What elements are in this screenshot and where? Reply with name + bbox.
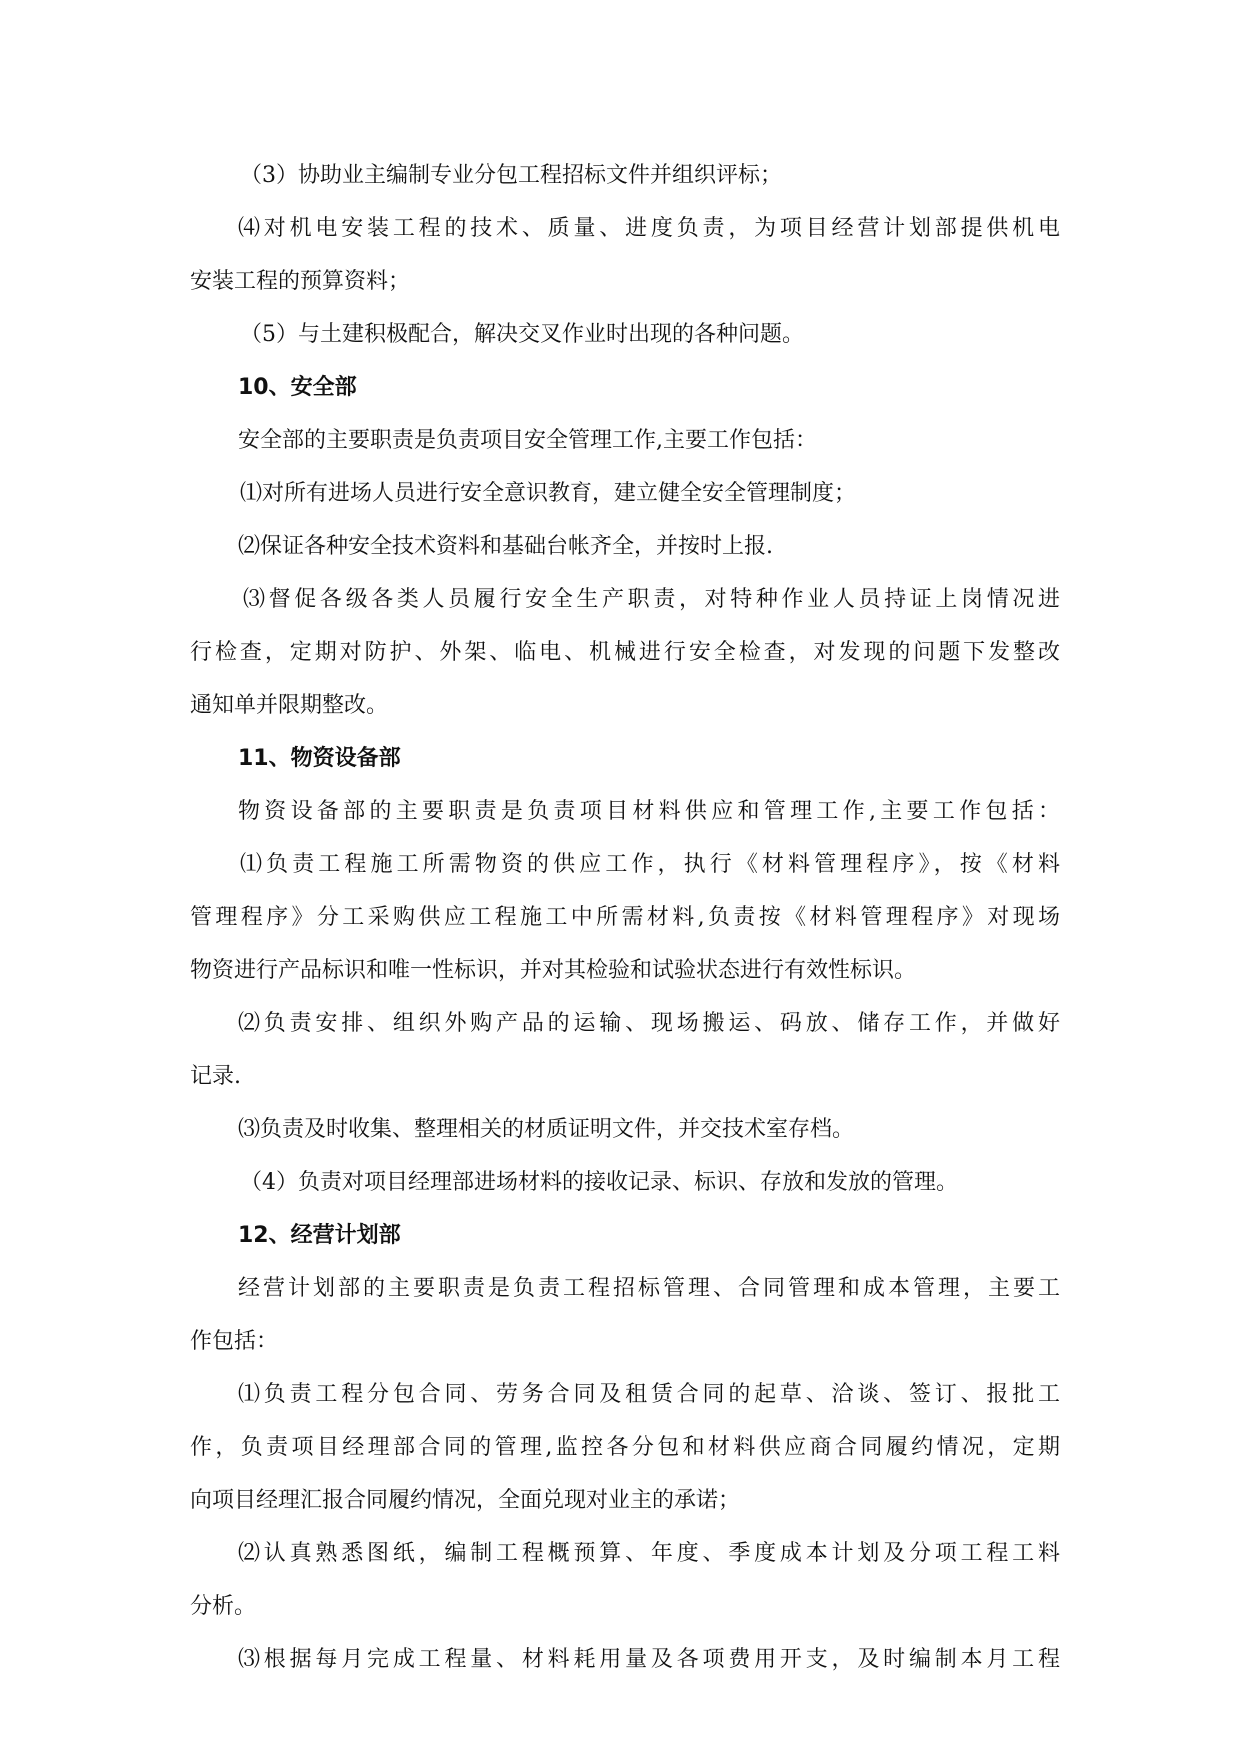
safety-item-2: ⑵保证各种安全技术资料和基础台帐齐全，并按时上报. <box>238 534 773 559</box>
planning-intro: 经营计划部的主要职责是负责工程招标管理、合同管理和成本管理，主要工 <box>238 1276 1060 1301</box>
list-item-3-assist-bidding: （3）协助业主编制专业分包工程招标文件并组织评标； <box>240 163 782 188</box>
planning-item-1-end: 向项目经理汇报合同履约情况，全面兑现对业主的承诺； <box>190 1488 741 1513</box>
list-item-5-coordination: （5）与土建积极配合，解决交叉作业时出现的各种问题。 <box>240 322 804 347</box>
section-heading-materials: 11、物资设备部 <box>238 746 401 771</box>
materials-item-2: ⑵负责安排、组织外购产品的运输、现场搬运、码放、储存工作，并做好 <box>238 1011 1060 1036</box>
planning-item-3: ⑶根据每月完成工程量、材料耗用量及各项费用开支，及时编制本月工程 <box>238 1647 1060 1672</box>
materials-item-1-end: 物资进行产品标识和唯一性标识，并对其检验和试验状态进行有效性标识。 <box>190 958 917 983</box>
planning-item-2: ⑵认真熟悉图纸，编制工程概预算、年度、季度成本计划及分项工程工料 <box>238 1541 1060 1566</box>
materials-item-1-continued: 管理程序》分工采购供应工程施工中所需材料,负责按《材料管理程序》对现场 <box>190 905 1060 930</box>
materials-item-2-end: 记录. <box>190 1064 241 1089</box>
planning-item-2-end: 分析。 <box>190 1594 257 1619</box>
planning-item-1-continued: 作，负责项目经理部合同的管理,监控各分包和材料供应商合同履约情况，定期 <box>190 1435 1060 1460</box>
document-body <box>190 157 1060 1694</box>
safety-item-3: ⑶督促各级各类人员履行安全生产职责，对特种作业人员持证上岗情况进 <box>243 587 1060 612</box>
safety-item-3-continued: 行检查，定期对防护、外架、临电、机械进行安全检查，对发现的问题下发整改 <box>190 640 1060 665</box>
safety-intro: 安全部的主要职责是负责项目安全管理工作,主要工作包括： <box>238 428 817 453</box>
planning-item-1: ⑴负责工程分包合同、劳务合同及租赁合同的起草、洽谈、签订、报批工 <box>238 1382 1060 1407</box>
materials-item-4: （4）负责对项目经理部进场材料的接收记录、标识、存放和发放的管理。 <box>240 1170 958 1195</box>
planning-intro-end: 作包括： <box>190 1329 279 1354</box>
materials-item-3: ⑶负责及时收集、整理相关的材质证明文件，并交技术室存档。 <box>238 1117 855 1142</box>
section-heading-safety: 10、安全部 <box>238 375 357 400</box>
list-item-4-continued: 安装工程的预算资料； <box>190 269 411 294</box>
safety-item-3-end: 通知单并限期整改。 <box>190 693 389 718</box>
safety-item-1: ⑴对所有进场人员进行安全意识教育，建立健全安全管理制度； <box>240 481 857 506</box>
list-item-4-electromechanical: ⑷对机电安装工程的技术、质量、进度负责，为项目经营计划部提供机电 <box>238 216 1060 241</box>
materials-item-1: ⑴负责工程施工所需物资的供应工作，执行《材料管理程序》，按《材料 <box>240 852 1060 877</box>
materials-intro: 物资设备部的主要职责是负责项目材料供应和管理工作,主要工作包括： <box>238 799 1060 824</box>
section-heading-planning: 12、经营计划部 <box>238 1223 401 1248</box>
